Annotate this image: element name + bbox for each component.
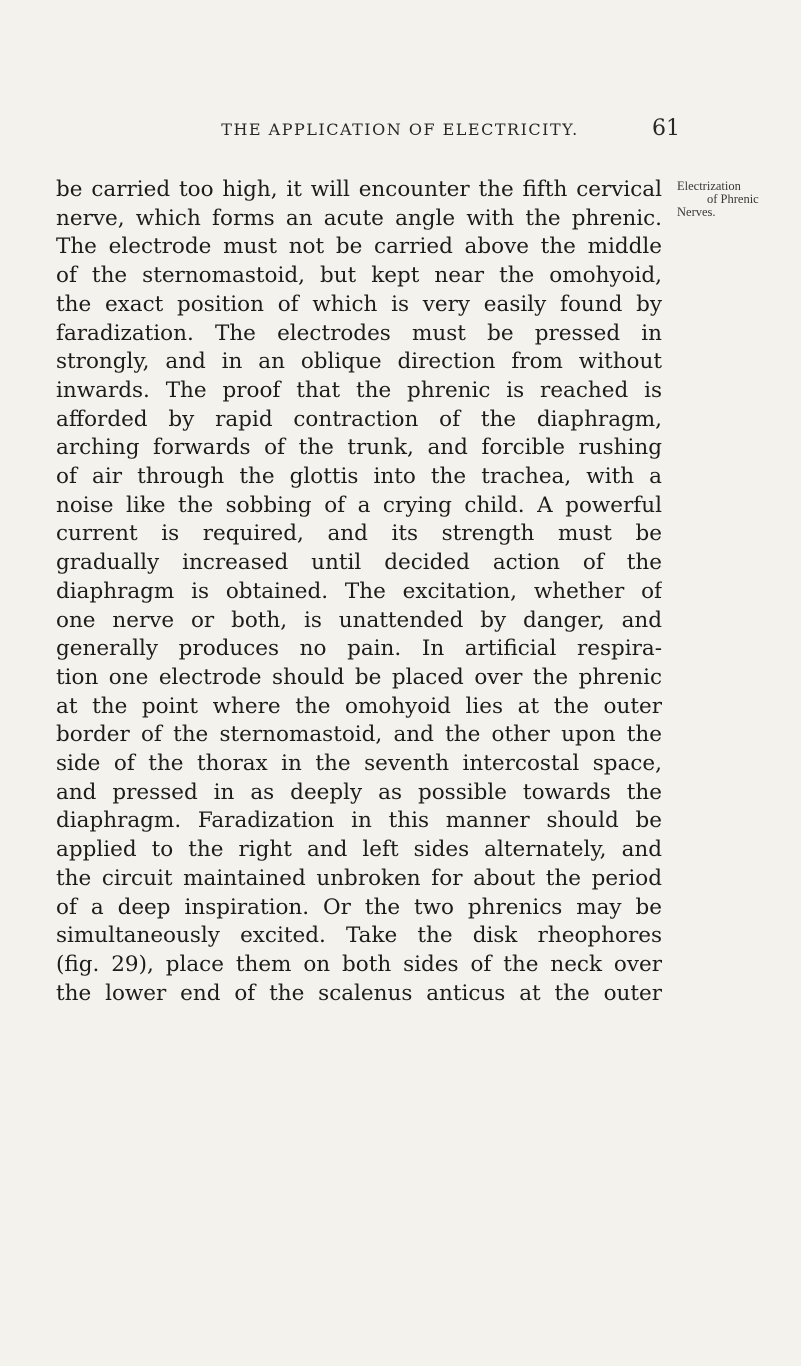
text-line: at the point where the omohyoid lies at the outer bbox=[56, 693, 662, 719]
page-number: 61 bbox=[652, 116, 680, 141]
text-line: of the sternomastoid, but kept near the omohyoid, bbox=[56, 263, 662, 289]
text-line: arching forwards of the trunk, and forcible rushing bbox=[56, 435, 662, 461]
text-line: inwards. The proof that the phrenic is reached is bbox=[56, 377, 662, 403]
text-line: applied to the right and left sides alternately, and bbox=[56, 837, 662, 863]
text-line: generally produces no pain. In artificial respira- bbox=[56, 636, 662, 662]
text-line: of air through the glottis into the trachea, with a bbox=[56, 464, 662, 490]
text-line: (fig. 29), place them on both sides of the neck over bbox=[56, 951, 662, 977]
text-line: diaphragm. Faradization in this manner should be bbox=[56, 808, 662, 834]
margin-note-line: Nerves. bbox=[677, 205, 716, 219]
text-line: gradually increased until decided action of the bbox=[56, 550, 662, 576]
text-line: faradization. The electrodes must be pressed in bbox=[56, 320, 662, 346]
text-line: be carried too high, it will encounter the fifth cervical bbox=[56, 177, 662, 202]
margin-note bbox=[677, 180, 797, 219]
text-line: one nerve or both, is unattended by danger, and bbox=[56, 607, 662, 633]
text-line: the circuit maintained unbroken for about the period bbox=[56, 865, 662, 891]
margin-note-line: of Phrenic bbox=[707, 192, 759, 206]
margin-note-line: Electrization bbox=[677, 179, 741, 193]
text-line: tion one electrode should be placed over the phrenic bbox=[56, 664, 662, 690]
body-text bbox=[56, 176, 662, 1008]
running-head bbox=[120, 116, 680, 150]
text-line: nerve, which forms an acute angle with the phrenic. bbox=[56, 205, 662, 231]
text-line: border of the sternomastoid, and the other upon the bbox=[56, 722, 662, 748]
text-line: simultaneously excited. Take the disk rheophores bbox=[56, 923, 662, 949]
text-line: diaphragm is obtained. The excitation, whether of bbox=[56, 578, 662, 604]
text-line: The electrode must not be carried above the middle bbox=[56, 234, 662, 260]
text-line: the exact position of which is very easily found by bbox=[56, 291, 662, 317]
text-line: noise like the sobbing of a crying child. A powerful bbox=[56, 492, 662, 518]
text-line: the lower end of the scalenus anticus at the outer bbox=[56, 980, 662, 1006]
text-line: and pressed in as deeply as possible towards the bbox=[56, 779, 662, 805]
text-line: strongly, and in an oblique direction from without bbox=[56, 349, 662, 375]
text-line: side of the thorax in the seventh intercostal space, bbox=[56, 751, 662, 777]
running-title: THE APPLICATION OF ELECTRICITY. bbox=[221, 120, 579, 139]
text-line: current is required, and its strength must be bbox=[56, 521, 662, 547]
text-line: of a deep inspiration. Or the two phrenics may be bbox=[56, 894, 662, 920]
text-line: afforded by rapid contraction of the diaphragm, bbox=[56, 406, 662, 432]
